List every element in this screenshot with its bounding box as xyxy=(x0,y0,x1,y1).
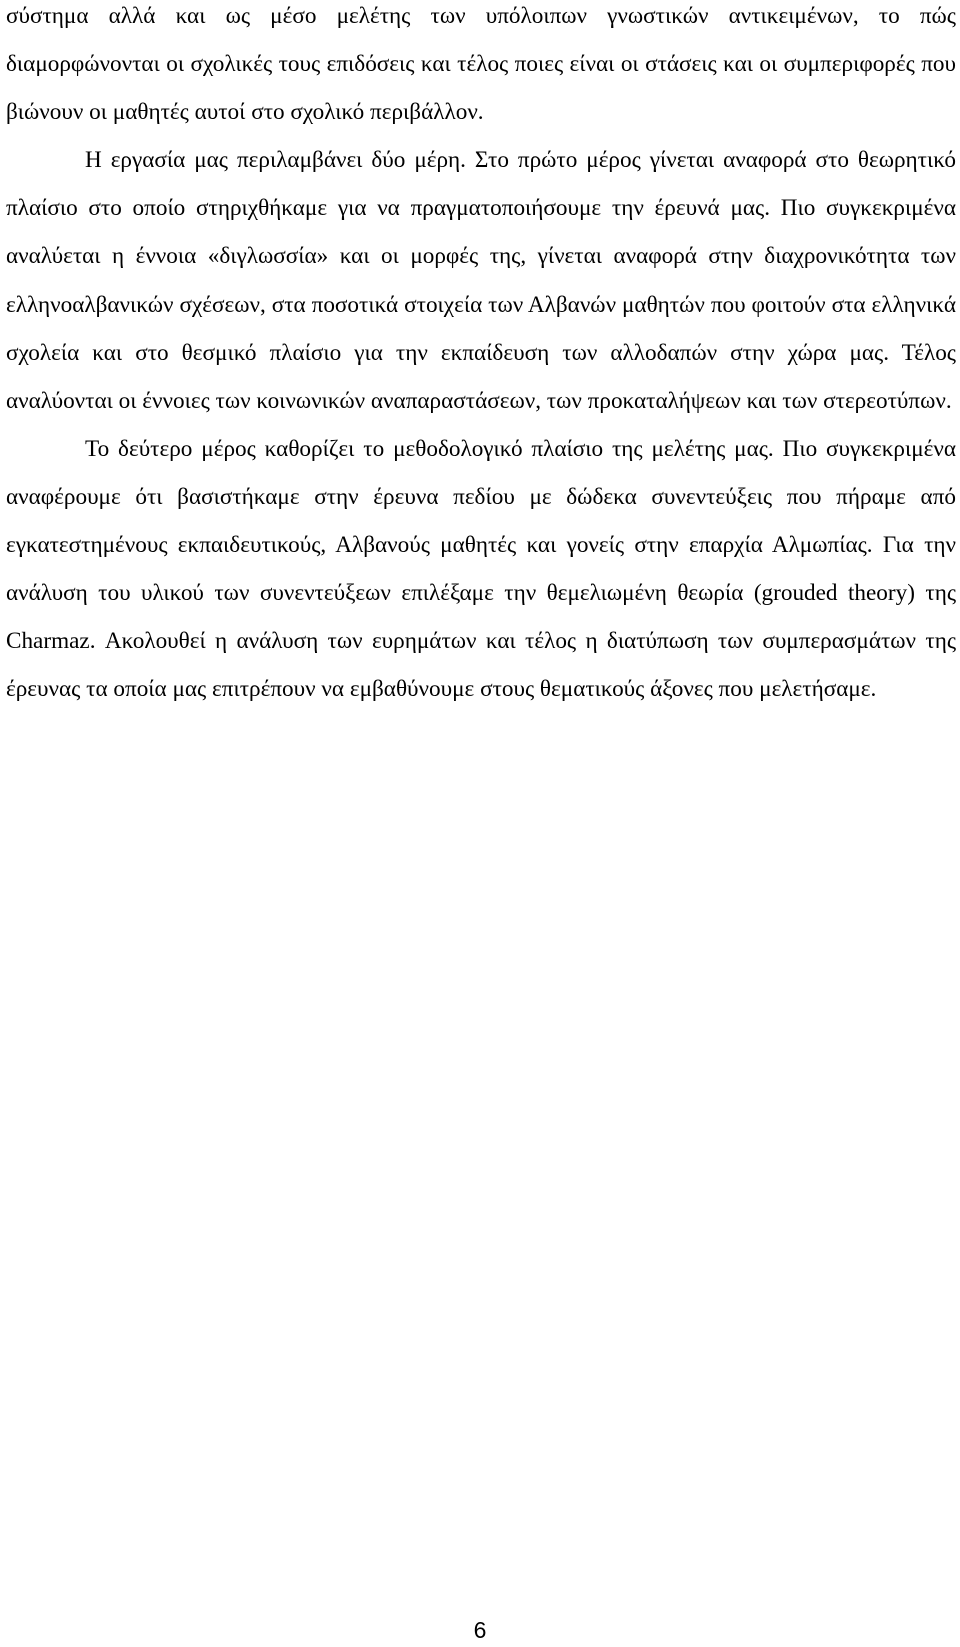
document-body xyxy=(6,0,956,713)
page-number: 6 xyxy=(473,1617,487,1643)
paragraph-intro-continuation: σύστημα αλλά και ως μέσο μελέτης των υπόλοιπων γνωστικών αντικειμένων, το πώς διαμορφώνονται οι σχολικές τους επιδόσεις και τέλος ποιες είναι οι στάσεις και οι συμπεριφορές που βιώνουν οι μαθητές αυτοί στο σχολικό περιβάλλον. xyxy=(6,3,956,126)
paragraph-structure-overview: Η εργασία μας περιλαμβάνει δύο μέρη. Στο πρώτο μέρος γίνεται αναφορά στο θεωρητικό πλαίσιο στο οποίο στηριχθήκαμε για να πραγματοποιήσουμε την έρευνά μας. Πιο συγκεκριμένα αναλύεται η έννοια «διγλωσσία» και οι μορφές της, γίνεται αναφορά στην διαχρονικότητα των ελληνοαλβανικών σχέσεων, στα ποσοτικά στοιχεία των Αλβανών μαθητών που φοιτούν στα ελληνικά σχολεία και στο θεσμικό πλαίσιο για την εκπαίδευση των αλλοδαπών στην χώρα μας. Τέλος αναλύονται οι έννοιες των κοινωνικών αναπαραστάσεων, των προκαταλήψεων και των στερεοτύπων. xyxy=(6,147,956,414)
paragraph-methodology: Το δεύτερο μέρος καθορίζει το μεθοδολογικό πλαίσιο της μελέτης μας. Πιο συγκεκριμένα αναφέρουμε ότι βασιστήκαμε στην έρευνα πεδίου με δώδεκα συνεντεύξεις που πήραμε από εγκατεστημένους εκπαιδευτικούς, Αλβανούς μαθητές και γονείς στην επαρχία Αλμωπίας. Για την ανάλυση του υλικού των συνεντεύξεων επιλέξαμε την θεμελιωμένη θεωρία (grouded theory) της Charmaz. Ακολουθεί η ανάλυση των ευρημάτων και τέλος η διατύπωση των συμπερασμάτων της έρευνας τα οποία μας επιτρέπουν να εμβαθύνουμε στους θεματικούς άξονες που μελετήσαμε. xyxy=(6,435,956,703)
